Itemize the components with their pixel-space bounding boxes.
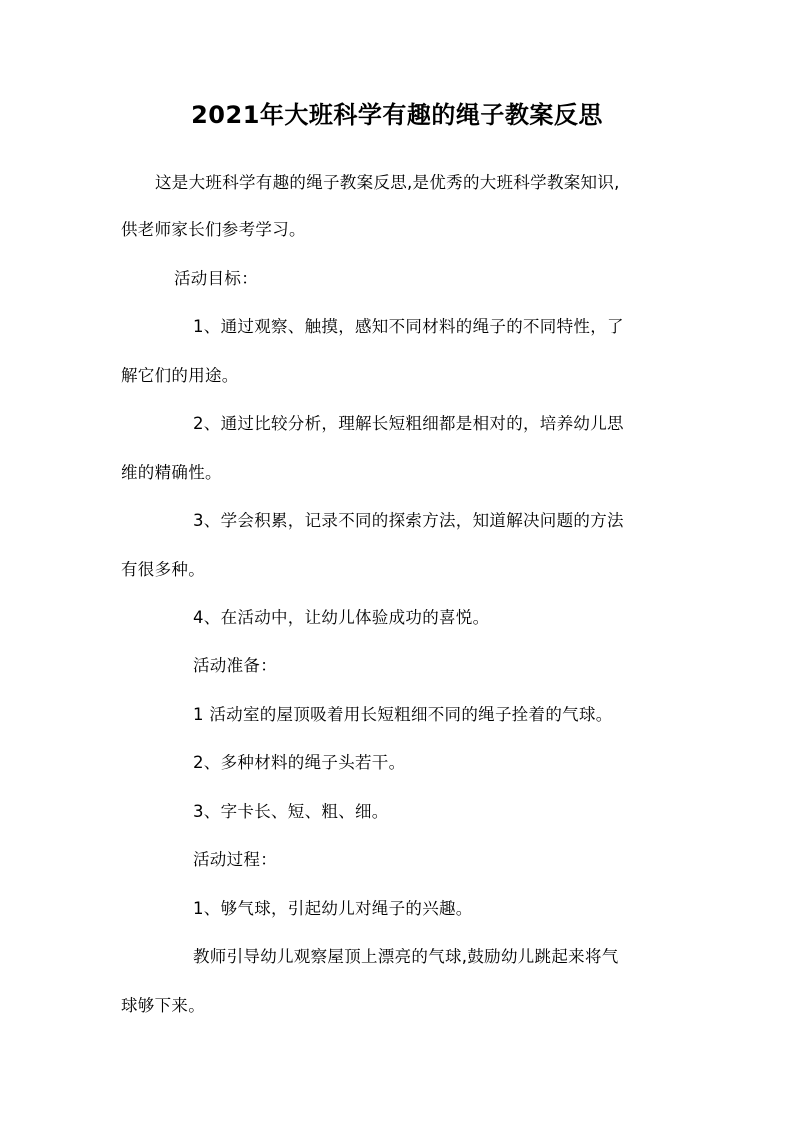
process-text-line-2: 球够下来。 bbox=[121, 996, 205, 1015]
goal-1-line-1: 1、通过观察、触摸，感知不同材料的绳子的不同特性，了 bbox=[193, 317, 624, 336]
process-text-line-1: 教师引导幼儿观察屋顶上漂亮的气球,鼓励幼儿跳起来将气 bbox=[193, 947, 619, 966]
intro-line-2: 供老师家长们参考学习。 bbox=[121, 220, 306, 239]
goal-2-line-1: 2、通过比较分析，理解长短粗细都是相对的，培养幼儿思 bbox=[193, 414, 624, 433]
goal-4: 4、在活动中，让幼儿体验成功的喜悦。 bbox=[193, 608, 490, 627]
goal-3-line-2: 有很多种。 bbox=[121, 560, 205, 579]
goal-1-line-2: 解它们的用途。 bbox=[121, 366, 239, 385]
document-title: 2021年大班科学有趣的绳子教案反思 bbox=[191, 101, 603, 129]
section-heading-prep: 活动准备： bbox=[193, 656, 277, 675]
goal-3-line-1: 3、学会积累，记录不同的探索方法，知道解决问题的方法 bbox=[193, 511, 624, 530]
prep-item-1: 1 活动室的屋顶吸着用长短粗细不同的绳子拴着的气球。 bbox=[193, 705, 613, 724]
prep-item-2: 2、多种材料的绳子头若干。 bbox=[193, 753, 406, 772]
process-step-1: 1、够气球，引起幼儿对绳子的兴趣。 bbox=[193, 899, 473, 918]
section-heading-goals: 活动目标： bbox=[174, 269, 258, 288]
section-heading-process: 活动过程： bbox=[193, 850, 277, 869]
goal-2-line-2: 维的精确性。 bbox=[121, 463, 222, 482]
intro-line-1: 这是大班科学有趣的绳子教案反思,是优秀的大班科学教案知识, bbox=[155, 173, 620, 192]
prep-item-3: 3、字卡长、短、粗、细。 bbox=[193, 802, 389, 821]
